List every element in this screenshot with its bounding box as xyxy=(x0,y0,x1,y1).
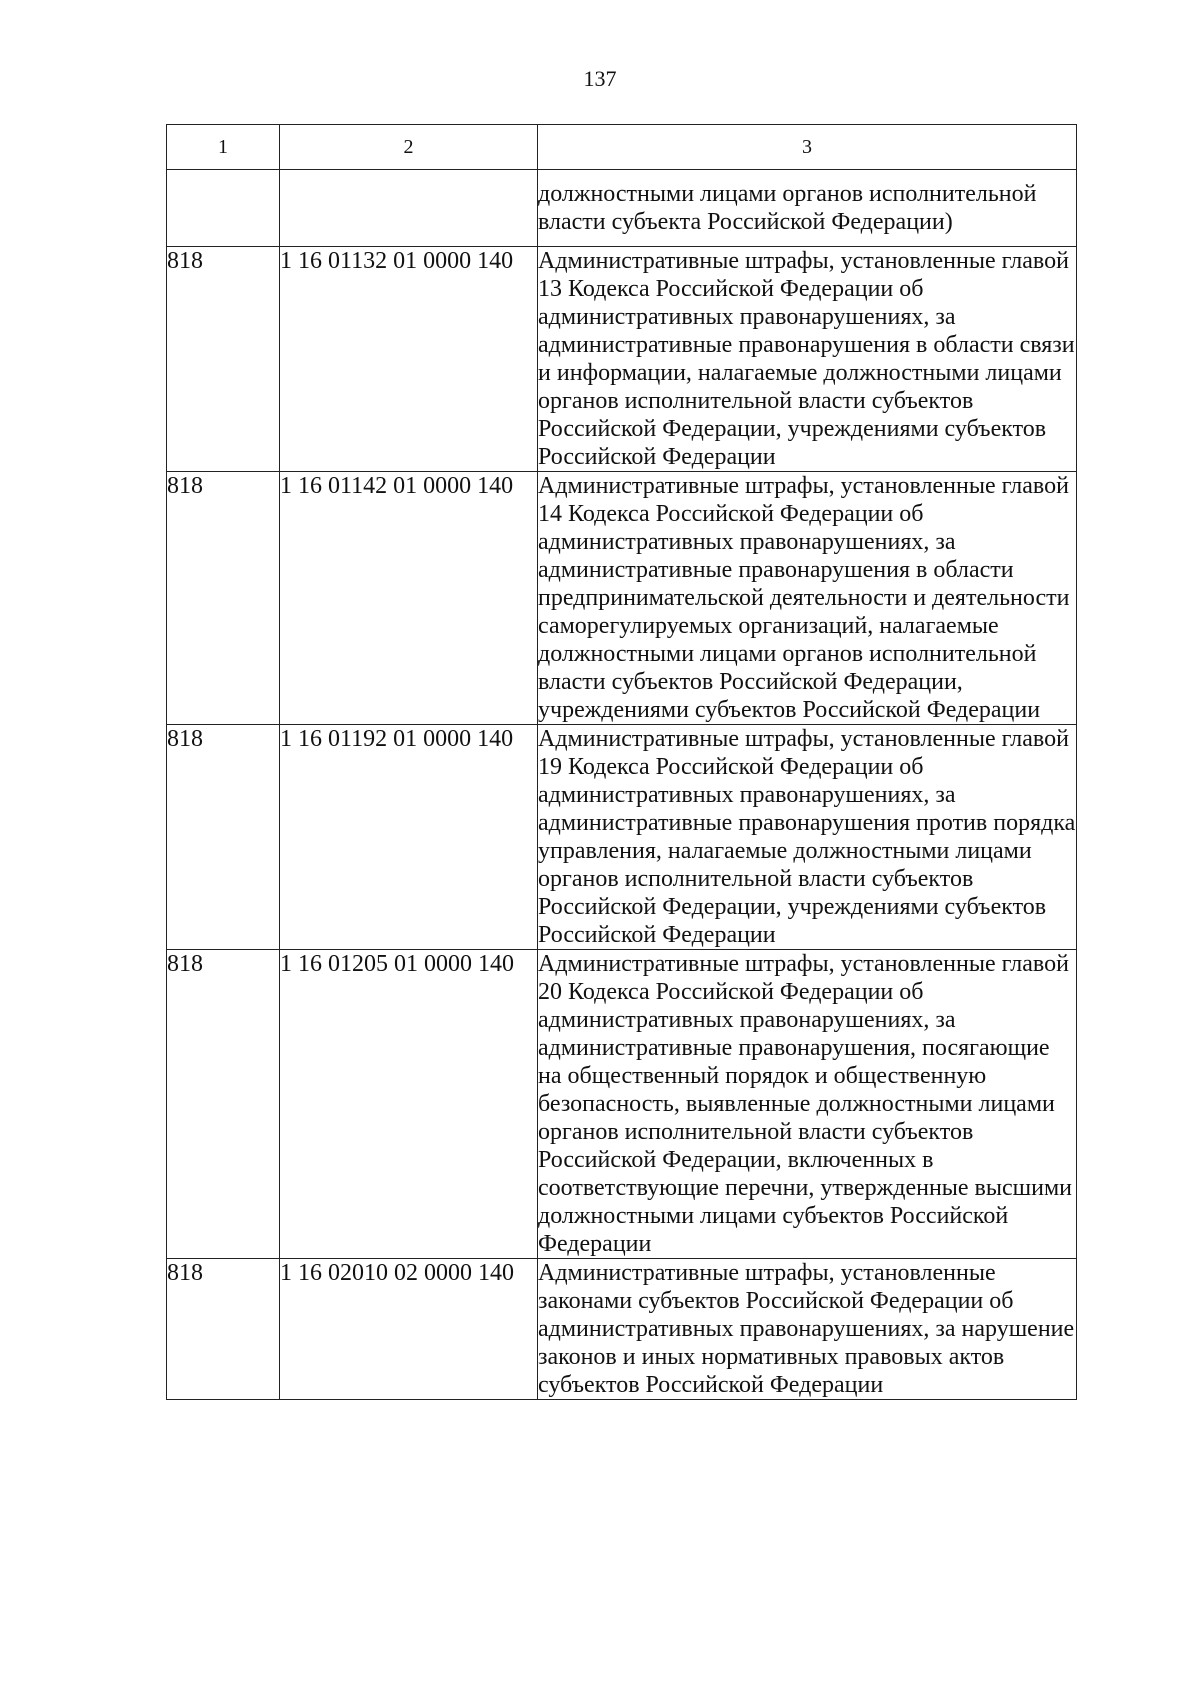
table-row xyxy=(167,472,1077,725)
table-row xyxy=(167,1259,1077,1400)
admin-code-cell: 818 xyxy=(167,472,280,725)
kbk-code-cell: 1 16 01192 01 0000 140 xyxy=(280,725,538,950)
table-row xyxy=(167,725,1077,950)
column-header-3: 3 xyxy=(538,125,1077,170)
kbk-code-cell: 1 16 01205 01 0000 140 xyxy=(280,950,538,1259)
description-cell: Административные штрафы, установленные главой 14 Кодекса Российской Федерации об административных правонарушениях, за административные правонарушения в области предпринимательской деятельности и деятельности саморегулируемых организаций, налагаемые должностными лицами органов исполнительной власти субъектов Российской Федерации, учреждениями субъектов Российской Федерации xyxy=(538,472,1077,725)
table-row xyxy=(167,247,1077,472)
revenue-codes-table xyxy=(166,124,1077,1400)
description-cell: должностными лицами органов исполнительной власти субъекта Российской Федерации) xyxy=(538,170,1077,247)
description-cell: Административные штрафы, установленные главой 19 Кодекса Российской Федерации об административных правонарушениях, за административные правонарушения против порядка управления, налагаемые должностными лицами органов исполнительной власти субъектов Российской Федерации, учреждениями субъектов Российской Федерации xyxy=(538,726,1076,948)
kbk-code-cell: 1 16 01142 01 0000 140 xyxy=(280,472,538,725)
admin-code-cell: 818 xyxy=(167,1259,280,1400)
description-cell: Административные штрафы, установленные главой 20 Кодекса Российской Федерации об административных правонарушениях, за административные правонарушения, посягающие на общественный порядок и общественную безопасность, выявленные должностными лицами органов исполнительной власти субъектов Российской Федерации, включенных в соответствующие перечни, утвержденные высшими должностными лицами субъектов Российской Федерации xyxy=(538,950,1077,1259)
kbk-code-cell: 1 16 01132 01 0000 140 xyxy=(280,247,538,472)
column-header-2: 2 xyxy=(280,125,538,170)
admin-code-cell xyxy=(167,170,280,247)
admin-code-cell: 818 xyxy=(167,247,280,472)
kbk-code-cell: 1 16 02010 02 0000 140 xyxy=(280,1259,538,1400)
table-row xyxy=(167,170,1077,247)
admin-code-cell: 818 xyxy=(167,950,280,1259)
kbk-code-cell xyxy=(280,170,538,247)
admin-code-cell: 818 xyxy=(167,725,280,950)
table-header-row xyxy=(167,125,1077,170)
table-row xyxy=(167,950,1077,1259)
page-number: 137 xyxy=(583,66,617,91)
description-cell: Административные штрафы, установленные главой 13 Кодекса Российской Федерации об административных правонарушениях, за административные правонарушения в области связи и информации, налагаемые должностными лицами органов исполнительной власти субъектов Российской Федерации, учреждениями субъектов Российской Федерации xyxy=(538,248,1075,470)
description-cell: Административные штрафы, установленные законами субъектов Российской Федерации об административных правонарушениях, за нарушение законов и иных нормативных правовых актов субъектов Российской Федерации xyxy=(538,1259,1077,1400)
column-header-1: 1 xyxy=(167,125,280,170)
